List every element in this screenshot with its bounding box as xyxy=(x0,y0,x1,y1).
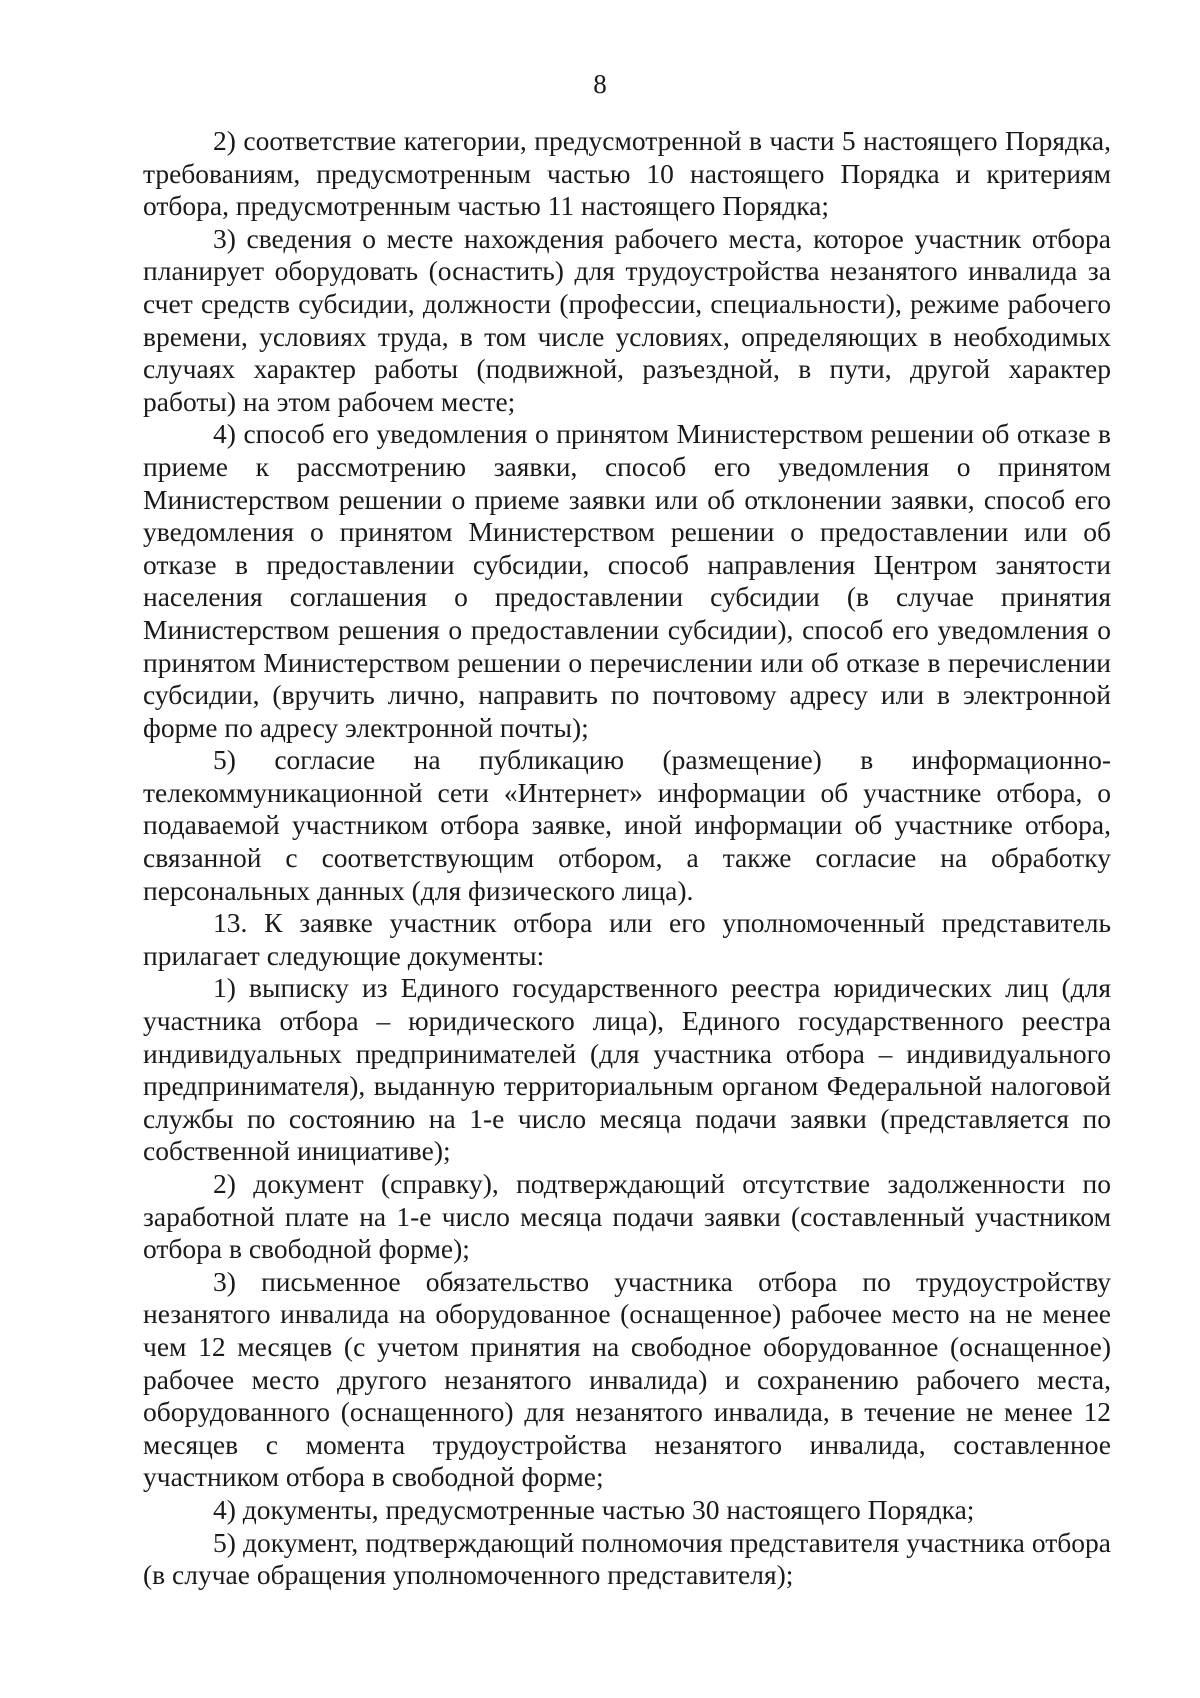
document-body xyxy=(143,125,1111,1592)
paragraph-doc-5: 5) документ, подтверждающий полномочия представителя участника отбора (в случае обращения уполномоченного представителя); xyxy=(143,1526,1111,1591)
paragraph-doc-2: 2) документ (справку), подтверждающий отсутствие задолженности по заработной плате на 1-е число месяца подачи заявки (составленный участником отбора в свободной форме); xyxy=(143,1168,1111,1265)
page-number: 8 xyxy=(593,69,607,99)
paragraph-doc-4: 4) документы, предусмотренные частью 30 настоящего Порядка; xyxy=(213,1493,975,1525)
paragraph-item-4: 4) способ его уведомления о принятом Министерством решении об отказе в приеме к рассмотрению заявки, способ его уведомления о принятом Министерством решении о приеме заявки или об отклонении заявки, способ его уведомления о принятом Министерством решении о предоставлении или об отказе в предоставлении субсидии, способ направления Центром занятости населения соглашения о предоставлении субсидии (в случае принятия Министерством решения о предоставлении субсидии), способ его уведомления о принятом Министерством решении о перечислении или об отказе в перечислении субсидии, (вручить лично, направить по почтовому адресу или в электронной форме по адресу электронной почты); xyxy=(143,418,1111,743)
paragraph-item-2: 2) соответствие категории, предусмотренной в части 5 настоящего Порядка, требованиям, предусмотренным частью 10 настоящего Порядка и критериям отбора, предусмотренным частью 11 настоящего Порядка; xyxy=(143,125,1111,222)
paragraph-item-3: 3) сведения о месте нахождения рабочего места, которое участник отбора планирует оборудовать (оснастить) для трудоустройства незанятого инвалида за счет средств субсидии, должности (профессии, специальности), режиме рабочего времени, условиях труда, в том числе условиях, определяющих в необходимых случаях характер работы (подвижной, разъездной, в пути, другой характер работы) на этом рабочем месте; xyxy=(143,222,1111,417)
paragraph-section-13: 13. К заявке участник отбора или его уполномоченный представитель прилагает следующие документы: xyxy=(143,907,1111,971)
paragraph-doc-3: 3) письменное обязательство участника отбора по трудоустройству незанятого инвалида на оборудованное (оснащенное) рабочее место на не менее чем 12 месяцев (с учетом принятия на свободное оборудованное (оснащенное) рабочее место другого незанятого инвалида) и сохранению рабочего места, оборудованного (оснащенного) для незанятого инвалида, в течение не менее 12 месяцев с момента трудоустройства незанятого инвалида, составленное участником отбора в свободной форме; xyxy=(143,1265,1111,1493)
paragraph-doc-1: 1) выписку из Единого государственного реестра юридических лиц (для участника отбора – юридического лица), Единого государственного реестра индивидуальных предпринимателей (для участника отбора – индивидуального предпринимателя), выданную территориальным органом Федеральной налоговой службы по состоянию на 1-е число месяца подачи заявки (представляется по собственной инициативе); xyxy=(143,972,1111,1167)
paragraph-item-5: 5) согласие на публикацию (размещение) в информационно-телекоммуникационной сети «Интернет» информации об участнике отбора, о подаваемой участником отбора заявке, иной информации об участнике отбора, связанной с соответствующим отбором, а также согласие на обработку персональных данных (для физического лица). xyxy=(143,744,1111,906)
